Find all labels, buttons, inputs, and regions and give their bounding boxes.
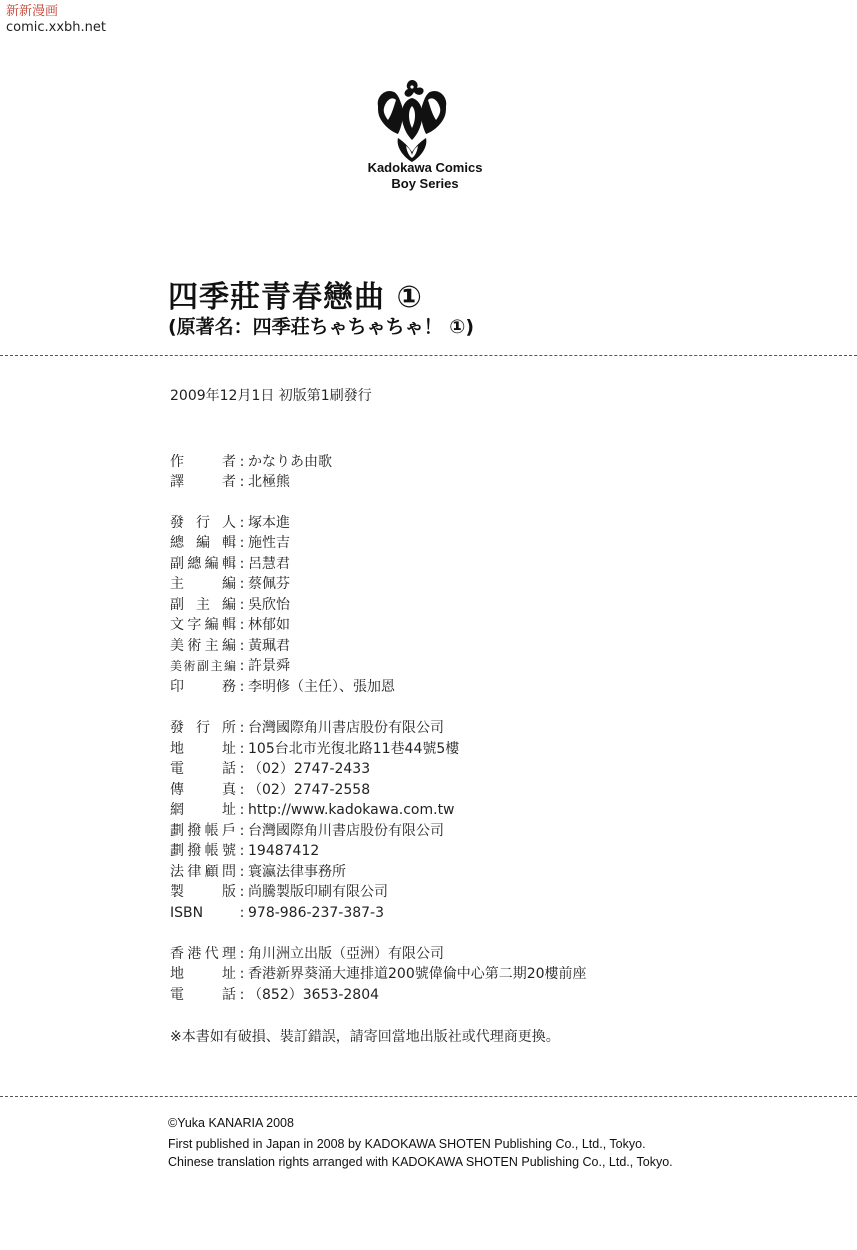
staff-value: 吳欣怡 bbox=[248, 597, 290, 613]
hk-row bbox=[170, 964, 587, 984]
publisher-label: 發行所 bbox=[170, 720, 236, 736]
credit-value: 北極熊 bbox=[248, 474, 290, 490]
hk-row bbox=[170, 985, 379, 1005]
staff-value: 蔡佩芬 bbox=[248, 576, 290, 592]
publisher-label: 劃撥帳號 bbox=[170, 843, 236, 859]
logo-line-1: Kadokawa Comics bbox=[367, 160, 483, 175]
original-title: (原著名：四季荘ちゃちゃちゃ！ ①) bbox=[168, 316, 475, 338]
publisher-sep: : bbox=[239, 720, 245, 736]
hk-label: 電 話 bbox=[170, 987, 236, 1003]
staff-sep: : bbox=[239, 617, 245, 633]
publisher-label: 網 址 bbox=[170, 802, 236, 818]
edition-date: 2009年12月1日 初版第1刷發行 bbox=[170, 388, 372, 404]
staff-sep: : bbox=[239, 597, 245, 613]
publisher-value: （02）2747-2433 bbox=[248, 761, 371, 777]
isbn-label: ISBN bbox=[170, 905, 204, 921]
staff-sep: : bbox=[239, 576, 245, 592]
staff-row bbox=[170, 595, 290, 615]
publisher-row bbox=[170, 841, 319, 861]
watermark-title: 新新漫画 bbox=[6, 4, 59, 19]
credit-label: 作 者 bbox=[170, 454, 236, 470]
staff-value: 塚本進 bbox=[248, 515, 290, 531]
staff-label: 美術主編 bbox=[170, 638, 236, 654]
hk-label: 地 址 bbox=[170, 966, 236, 982]
staff-row bbox=[170, 636, 290, 656]
publisher-sep: : bbox=[239, 802, 245, 818]
staff-value: 李明修（主任）、張加恩 bbox=[248, 679, 395, 695]
publisher-value: 寰瀛法律事務所 bbox=[248, 864, 346, 880]
publisher-row bbox=[170, 800, 455, 820]
staff-label: 副主編 bbox=[170, 597, 236, 613]
publisher-value: 台灣國際角川書店股份有限公司 bbox=[248, 823, 444, 839]
staff-row bbox=[170, 574, 290, 594]
staff-label: 總編輯 bbox=[170, 535, 236, 551]
publisher-row bbox=[170, 759, 370, 779]
divider-top bbox=[0, 355, 857, 356]
staff-label: 文字編輯 bbox=[170, 617, 236, 633]
publisher-value: 105台北市光復北路11巷44號5樓 bbox=[248, 741, 460, 757]
hk-value: 香港新界葵涌大連排道200號偉倫中心第二期20樓前座 bbox=[248, 966, 587, 982]
watermark-url: comic.xxbh.net bbox=[6, 20, 107, 35]
isbn-row bbox=[170, 903, 384, 923]
publisher-sep: : bbox=[239, 843, 245, 859]
publisher-row bbox=[170, 882, 388, 902]
watermark bbox=[6, 4, 106, 36]
publisher-label: 地 址 bbox=[170, 741, 236, 757]
publisher-label: 法律顧問 bbox=[170, 864, 236, 880]
staff-label: 副總編輯 bbox=[170, 556, 236, 572]
staff-row bbox=[170, 677, 395, 697]
credit-row bbox=[170, 472, 290, 492]
staff-label: 美術副主編 bbox=[170, 659, 236, 673]
hk-sep: : bbox=[239, 987, 245, 1003]
staff-value: 呂慧君 bbox=[248, 556, 290, 572]
publisher-label: 傳 真 bbox=[170, 782, 236, 798]
publisher-label: 劃撥帳戶 bbox=[170, 823, 236, 839]
credit-label: 譯 者 bbox=[170, 474, 236, 490]
staff-sep: : bbox=[239, 638, 245, 654]
website-link: http://www.kadokawa.com.tw bbox=[248, 802, 455, 818]
hk-value: 角川洲立出版（亞洲）有限公司 bbox=[248, 946, 444, 962]
phoenix-logo-icon bbox=[372, 76, 452, 164]
staff-value: 許景舜 bbox=[248, 658, 290, 674]
publisher-row bbox=[170, 821, 444, 841]
publisher-sep: : bbox=[239, 864, 245, 880]
damage-notice: ※本書如有破損、裝訂錯誤，請寄回當地出版社或代理商更換。 bbox=[170, 1029, 560, 1045]
staff-row bbox=[170, 554, 290, 574]
publisher-sep: : bbox=[239, 884, 245, 900]
hk-sep: : bbox=[239, 946, 245, 962]
publisher-value: 尚騰製版印刷有限公司 bbox=[248, 884, 388, 900]
publisher-label: 電 話 bbox=[170, 761, 236, 777]
publisher-value: （02）2747-2558 bbox=[248, 782, 371, 798]
publisher-sep: : bbox=[239, 741, 245, 757]
staff-sep: : bbox=[239, 556, 245, 572]
staff-sep: : bbox=[239, 679, 245, 695]
first-published-line: First published in Japan in 2008 by KADOKAWA SHOTEN Publishing Co., Ltd., Tokyo. bbox=[168, 1137, 646, 1151]
credit-row bbox=[170, 452, 332, 472]
hk-sep: : bbox=[239, 966, 245, 982]
credit-value: かなりあ由歌 bbox=[248, 454, 332, 470]
staff-label: 印 務 bbox=[170, 679, 236, 695]
publisher-sep: : bbox=[239, 905, 245, 921]
logo-line-2: Boy Series bbox=[391, 176, 459, 191]
staff-label: 發行人 bbox=[170, 515, 236, 531]
publisher-row bbox=[170, 739, 459, 759]
publisher-row bbox=[170, 780, 370, 800]
staff-sep: : bbox=[239, 515, 245, 531]
publisher-sep: : bbox=[239, 761, 245, 777]
credit-sep: : bbox=[239, 474, 245, 490]
publisher-sep: : bbox=[239, 823, 245, 839]
staff-sep: : bbox=[239, 658, 245, 674]
publisher-row bbox=[170, 718, 444, 738]
publisher-value: 19487412 bbox=[248, 843, 320, 859]
publisher-value: 台灣國際角川書店股份有限公司 bbox=[248, 720, 444, 736]
divider-bottom bbox=[0, 1096, 857, 1097]
staff-row bbox=[170, 533, 290, 553]
staff-label: 主 編 bbox=[170, 576, 236, 592]
publisher-label: 製 版 bbox=[170, 884, 236, 900]
hk-label: 香港代理 bbox=[170, 946, 236, 962]
credit-sep: : bbox=[239, 454, 245, 470]
isbn-value: 978-986-237-387-3 bbox=[248, 905, 385, 921]
staff-row bbox=[170, 513, 290, 533]
copyright-line: ©Yuka KANARIA 2008 bbox=[168, 1116, 294, 1130]
staff-sep: : bbox=[239, 535, 245, 551]
publisher-row bbox=[170, 862, 346, 882]
staff-row bbox=[170, 615, 290, 635]
staff-value: 施性吉 bbox=[248, 535, 290, 551]
staff-value: 黃珮君 bbox=[248, 638, 290, 654]
staff-value: 林郁如 bbox=[248, 617, 290, 633]
hk-row bbox=[170, 944, 444, 964]
publisher-sep: : bbox=[239, 782, 245, 798]
hk-value: （852）3653-2804 bbox=[248, 987, 380, 1003]
book-title: 四季莊青春戀曲 ① bbox=[168, 280, 423, 315]
staff-row bbox=[170, 656, 290, 676]
translation-rights-line: Chinese translation rights arranged with KADOKAWA SHOTEN Publishing Co., Ltd., Tokyo. bbox=[168, 1155, 673, 1169]
